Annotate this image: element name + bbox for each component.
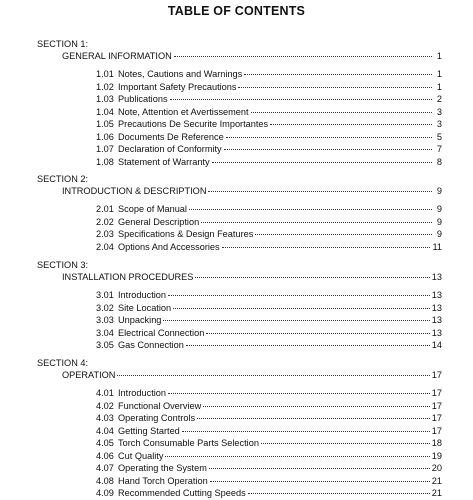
- dot-leader: [270, 124, 432, 125]
- section-title: INTRODUCTION & DESCRIPTION: [62, 186, 207, 196]
- entry-number: 4.02: [96, 400, 114, 411]
- dot-leader: [174, 56, 432, 57]
- entry-label: Statement of Warranty: [118, 156, 210, 167]
- page-number: 17: [431, 413, 442, 423]
- page-number: 13: [431, 272, 442, 282]
- section-1-title-row[interactable]: [62, 50, 442, 62]
- entry-label: Note, Attention et Avertissement: [118, 106, 249, 117]
- toc-entry-4-02[interactable]: [96, 400, 442, 412]
- entry-number: 2.04: [96, 241, 114, 252]
- page-number: 11: [432, 241, 442, 252]
- page-number: 18: [431, 438, 442, 448]
- toc-entry-2-03[interactable]: [96, 228, 442, 240]
- entry-label: Functional Overview: [118, 400, 202, 411]
- page-number: 1: [436, 51, 442, 61]
- dot-leader: [197, 418, 430, 419]
- page-number: 20: [431, 463, 442, 473]
- page-number: 5: [436, 131, 442, 142]
- toc-entry-1-08[interactable]: [96, 156, 442, 168]
- entry-number: 4.07: [96, 463, 114, 473]
- entry-label: Hand Torch Operation: [118, 475, 208, 486]
- entry-number: 4.08: [96, 475, 114, 486]
- entry-label: Notes, Cautions and Warnings: [118, 69, 243, 79]
- entry-label: Precautions De Securite Importantes: [118, 119, 269, 129]
- section-2-title-row[interactable]: [62, 185, 442, 197]
- toc-entry-3-01[interactable]: [96, 289, 442, 301]
- section-title: INSTALLATION PROCEDURES: [62, 272, 194, 282]
- entry-number: 4.05: [96, 438, 114, 448]
- entry-number: 2.01: [96, 204, 114, 214]
- entry-label: Getting Started: [118, 425, 180, 436]
- entry-number: 3.04: [96, 327, 114, 338]
- dot-leader: [203, 406, 430, 407]
- toc-entry-4-06[interactable]: [96, 450, 442, 462]
- entry-label: Documents De Reference: [118, 131, 224, 142]
- dot-leader: [165, 456, 429, 457]
- section-4-title-row[interactable]: [62, 369, 442, 381]
- toc-entry-2-01[interactable]: [96, 203, 442, 215]
- page-number: 7: [436, 144, 442, 154]
- toc-entry-1-01[interactable]: [96, 68, 442, 80]
- dot-leader: [251, 112, 432, 113]
- toc-entry-1-07[interactable]: [96, 143, 442, 155]
- entry-label: Declaration of Conformity: [118, 144, 222, 154]
- entry-label: Introduction: [118, 388, 167, 398]
- toc-entry-3-03[interactable]: [96, 314, 442, 326]
- toc-entry-4-03[interactable]: [96, 412, 442, 424]
- entry-label: Gas Connection: [118, 340, 184, 350]
- page-number: 17: [431, 388, 442, 398]
- page-number: 3: [436, 106, 442, 117]
- dot-leader: [248, 493, 430, 494]
- entry-label: Operating the System: [118, 463, 207, 473]
- dot-leader: [208, 191, 432, 192]
- entry-label: Important Safety Precautions: [118, 81, 237, 92]
- toc-entry-3-05[interactable]: [96, 339, 442, 351]
- entry-number: 4.06: [96, 450, 114, 461]
- entry-number: 1.05: [96, 119, 114, 129]
- toc-entry-4-08[interactable]: [96, 475, 442, 487]
- page-number: 13: [431, 302, 442, 313]
- dot-leader: [117, 375, 429, 376]
- page-title: TABLE OF CONTENTS: [167, 4, 306, 18]
- page-number: 13: [431, 315, 442, 325]
- entry-number: 4.03: [96, 413, 114, 423]
- entry-number: 1.03: [96, 94, 114, 104]
- section-1-heading: SECTION 1:: [37, 39, 89, 49]
- entry-label: Operating Controls: [118, 413, 196, 423]
- entry-number: 1.04: [96, 106, 114, 117]
- toc-entry-1-03[interactable]: [96, 93, 442, 105]
- entry-number: 2.03: [96, 229, 114, 239]
- toc-entry-1-06[interactable]: [96, 131, 442, 143]
- entry-number: 3.03: [96, 315, 114, 325]
- page-number: 21: [431, 475, 442, 486]
- entry-label: Publications: [118, 94, 168, 104]
- toc-entry-3-02[interactable]: [96, 302, 442, 314]
- toc-entry-4-01[interactable]: [96, 387, 442, 399]
- page-number: 8: [436, 156, 442, 167]
- dot-leader: [212, 162, 432, 163]
- dot-leader: [168, 295, 430, 296]
- entry-number: 4.04: [96, 425, 114, 436]
- entry-number: 2.02: [96, 216, 114, 227]
- page-number: 17: [431, 400, 442, 411]
- page-number: 1: [436, 81, 442, 92]
- page-number: 1: [436, 69, 442, 79]
- entry-number: 1.06: [96, 131, 114, 142]
- dot-leader: [210, 481, 430, 482]
- dot-leader: [209, 468, 430, 469]
- entry-label: Unpacking: [118, 315, 162, 325]
- dot-leader: [182, 431, 430, 432]
- section-3-heading: SECTION 3:: [37, 260, 89, 270]
- dot-leader: [195, 277, 429, 278]
- page-number: 19: [431, 450, 442, 461]
- entry-number: 1.07: [96, 144, 114, 154]
- entry-number: 1.08: [96, 156, 114, 167]
- page-number: 2: [436, 94, 442, 104]
- entry-number: 1.01: [96, 69, 114, 79]
- dot-leader: [170, 99, 432, 100]
- page-number: 9: [436, 229, 442, 239]
- toc-entry-1-02[interactable]: [96, 81, 442, 93]
- entry-number: 4.09: [96, 488, 114, 498]
- dot-leader: [168, 393, 430, 394]
- dot-leader: [186, 345, 430, 346]
- section-title: OPERATION: [62, 370, 116, 380]
- toc-entry-4-07[interactable]: [96, 462, 442, 474]
- page-number: 17: [431, 370, 442, 380]
- toc-entry-4-09[interactable]: [96, 487, 442, 499]
- entry-label: Introduction: [118, 290, 167, 300]
- entry-number: 3.05: [96, 340, 114, 350]
- section-4-heading: SECTION 4:: [37, 358, 89, 368]
- page-number: 9: [436, 216, 442, 227]
- section-3-title-row[interactable]: [62, 271, 442, 283]
- page-number: 9: [436, 186, 442, 196]
- section-2-heading: SECTION 2:: [37, 174, 89, 184]
- entry-label: Options And Accessories: [118, 241, 220, 252]
- page-number: 13: [431, 327, 442, 338]
- dot-leader: [261, 443, 430, 444]
- entry-label: General Description: [118, 216, 200, 227]
- dot-leader: [238, 87, 432, 88]
- toc-entry-2-02[interactable]: [96, 216, 442, 228]
- dot-leader: [222, 247, 431, 248]
- page-number: 9: [436, 204, 442, 214]
- page-number: 17: [431, 425, 442, 436]
- dot-leader: [206, 333, 429, 334]
- dot-leader: [224, 149, 432, 150]
- entry-number: 3.02: [96, 302, 114, 313]
- toc-entry-4-04[interactable]: [96, 425, 442, 437]
- toc-entry-2-04[interactable]: [96, 241, 442, 253]
- toc-entry-3-04[interactable]: [96, 327, 442, 339]
- entry-number: 3.01: [96, 290, 114, 300]
- toc-entry-4-05[interactable]: [96, 437, 442, 449]
- page-number: 21: [431, 488, 442, 498]
- entry-label: Scope of Manual: [118, 204, 187, 214]
- dot-leader: [244, 74, 432, 75]
- page-number: 14: [431, 340, 442, 350]
- dot-leader: [173, 308, 430, 309]
- toc-entry-1-05[interactable]: [96, 118, 442, 130]
- entry-number: 1.02: [96, 81, 114, 92]
- toc-entry-1-04[interactable]: [96, 106, 442, 118]
- dot-leader: [255, 234, 432, 235]
- section-title: GENERAL INFORMATION: [62, 51, 172, 61]
- page-number: 13: [431, 290, 442, 300]
- entry-label: Electrical Connection: [118, 327, 205, 338]
- dot-leader: [163, 320, 429, 321]
- dot-leader: [189, 209, 432, 210]
- entry-label: Torch Consumable Parts Selection: [118, 438, 259, 448]
- entry-label: Site Location: [118, 302, 172, 313]
- entry-number: 4.01: [96, 388, 114, 398]
- page-number: 3: [436, 119, 442, 129]
- entry-label: Cut Quality: [118, 450, 164, 461]
- dot-leader: [226, 137, 432, 138]
- dot-leader: [201, 222, 432, 223]
- entry-label: Recommended Cutting Speeds: [118, 488, 246, 498]
- entry-label: Specifications & Design Features: [118, 229, 254, 239]
